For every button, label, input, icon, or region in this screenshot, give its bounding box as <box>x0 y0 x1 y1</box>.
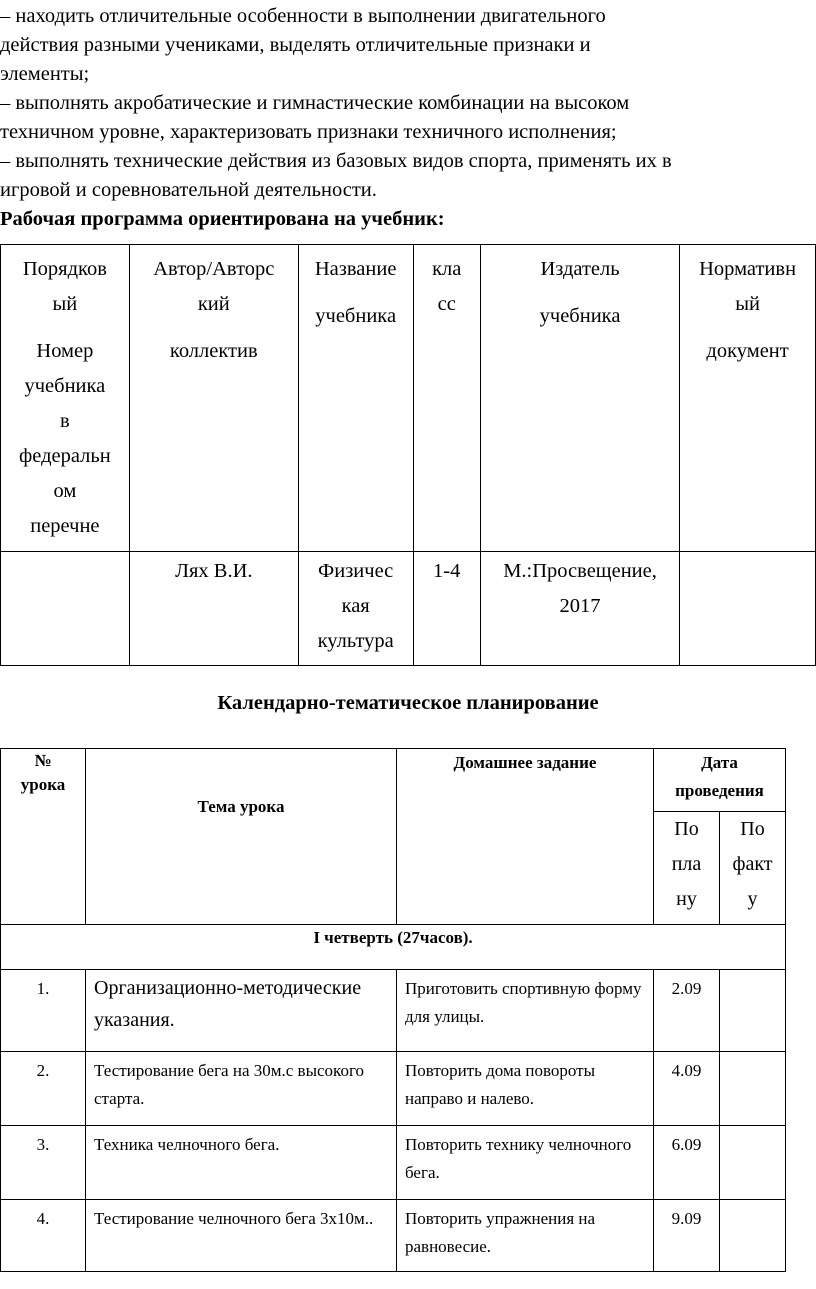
lesson-fact-date <box>720 970 786 1052</box>
planning-table <box>0 748 786 1272</box>
lesson-homework: Повторить упражнения на равновесие. <box>397 1200 654 1272</box>
textbook-header-row <box>1 245 816 552</box>
lesson-number-header: № урока <box>1 749 86 925</box>
plan-date-header: По пла ну <box>654 812 720 925</box>
textbook-heading: Рабочая программа ориентирована на учебник: <box>0 208 445 230</box>
lesson-row <box>1 970 786 1052</box>
homework-header: Домашнее задание <box>397 749 654 925</box>
textbook-table <box>0 244 816 666</box>
class-cell: 1-4 <box>413 552 480 666</box>
intro-line: – выполнять технические действия из базовых видов спорта, применять их в <box>0 150 672 172</box>
lesson-plan-date: 2.09 <box>654 970 720 1052</box>
document-cell <box>680 552 816 666</box>
lesson-number: 1. <box>1 970 86 1052</box>
intro-line: элементы; <box>0 63 90 85</box>
lesson-plan-date: 6.09 <box>654 1126 720 1200</box>
quarter-row <box>1 925 786 970</box>
textbook-row <box>1 552 816 666</box>
competencies-text <box>0 2 816 234</box>
lesson-plan-date: 4.09 <box>654 1052 720 1126</box>
lesson-row <box>1 1052 786 1126</box>
lesson-number: 3. <box>1 1126 86 1200</box>
header-author-cell: Автор/Авторс кий коллектив <box>129 245 298 552</box>
intro-line: – выполнять акробатические и гимнастические комбинации на высоком <box>0 92 630 114</box>
lesson-number: 4. <box>1 1200 86 1272</box>
header-publisher-cell: Издатель учебника <box>480 245 679 552</box>
lesson-plan-date: 9.09 <box>654 1200 720 1272</box>
lesson-homework: Приготовить спортивную форму для улицы. <box>397 970 654 1052</box>
publisher-cell: М.:Просвещение, 2017 <box>480 552 679 666</box>
quarter-label: I четверть (27часов). <box>1 925 786 970</box>
lesson-topic: Техника челночного бега. <box>86 1126 397 1200</box>
intro-line: игровой и соревновательной деятельности. <box>0 179 377 201</box>
fact-date-header: По факт у <box>720 812 786 925</box>
lesson-homework: Повторить дома повороты направо и налево. <box>397 1052 654 1126</box>
number-cell <box>1 552 130 666</box>
title-cell: Физичес кая культура <box>298 552 413 666</box>
header-number-cell: Порядков ый Номер учебника в федеральн ом перечне <box>1 245 130 552</box>
date-header: Дата проведения <box>654 749 786 812</box>
lesson-topic: Организационно-методические указания. <box>86 970 397 1052</box>
lesson-fact-date <box>720 1200 786 1272</box>
lesson-fact-date <box>720 1126 786 1200</box>
lesson-number: 2. <box>1 1052 86 1126</box>
lesson-topic: Тестирование бега на 30м.с высокого старта. <box>86 1052 397 1126</box>
author-cell: Лях В.И. <box>129 552 298 666</box>
planning-title: Календарно-тематическое планирование <box>217 692 599 714</box>
lesson-homework: Повторить технику челночного бега. <box>397 1126 654 1200</box>
header-title-cell: Название учебника <box>298 245 413 552</box>
lesson-fact-date <box>720 1052 786 1126</box>
intro-line: действия разными учениками, выделять отличительные признаки и <box>0 34 591 56</box>
topic-header: Тема урока <box>86 749 397 925</box>
lesson-topic: Тестирование челночного бега 3х10м.. <box>86 1200 397 1272</box>
header-document-cell: Нормативн ый документ <box>680 245 816 552</box>
intro-line: техничном уровне, характеризовать признаки техничного исполнения; <box>0 121 617 143</box>
intro-line: – находить отличительные особенности в выполнении двигательного <box>0 5 606 27</box>
header-class-cell: кла сс <box>413 245 480 552</box>
planning-header-row <box>1 749 786 812</box>
lesson-row <box>1 1200 786 1272</box>
lesson-row <box>1 1126 786 1200</box>
